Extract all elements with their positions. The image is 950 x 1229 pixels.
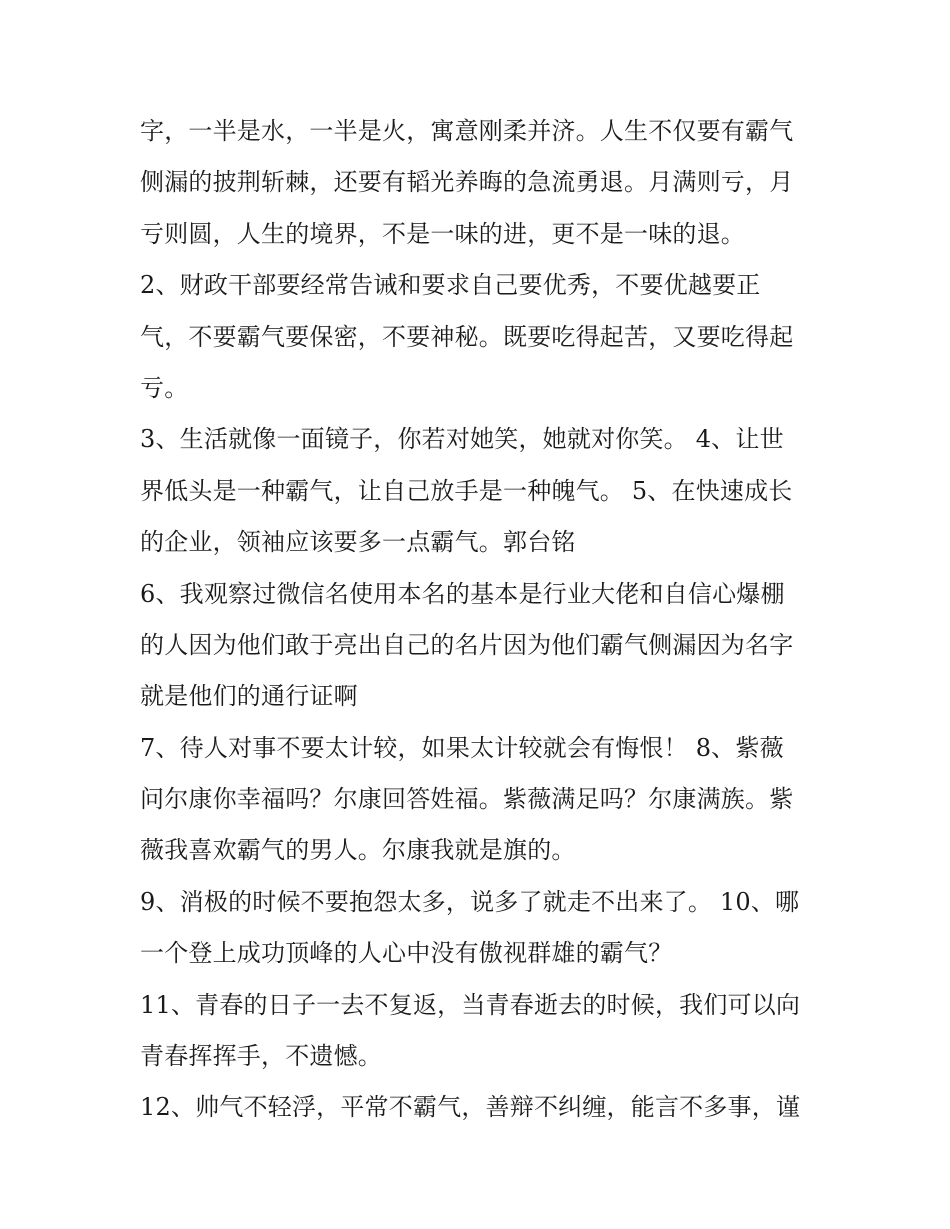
text-line: 侧漏的披荆斩棘，还要有韬光养晦的急流勇退。月满则亏，月 — [140, 168, 794, 197]
text-line: 11、青春的日子一去不复返，当青春逝去的时候，我们可以向 — [140, 990, 801, 1019]
text-line: 就是他们的通行证啊 — [140, 682, 358, 711]
text-line: 7、待人对事不要太计较，如果太计较就会有悔恨！ 8、紫薇 — [140, 733, 784, 762]
text-line: 6、我观察过微信名使用本名的基本是行业大佬和自信心爆棚 — [140, 579, 785, 608]
text-line: 字，一半是水，一半是火，寓意刚柔并济。人生不仅要有霸气 — [140, 117, 794, 145]
text-line: 的企业，领袖应该要多一点霸气。郭台铭 — [140, 528, 576, 557]
text-line: 的人因为他们敢于亮出自己的名片因为他们霸气侧漏因为名字 — [140, 630, 794, 659]
text-line: 气，不要霸气要保密，不要神秘。既要吃得起苦，又要吃得起 — [140, 322, 794, 351]
text-line: 3、生活就像一面镜子，你若对她笑，她就对你笑。 4、让世 — [140, 425, 784, 454]
text-line: 2、财政干部要经常告诫和要求自己要优秀，不要优越要正 — [140, 271, 761, 300]
text-line: 青春挥挥手，不遗憾。 — [140, 1042, 382, 1071]
text-line: 薇我喜欢霸气的男人。尔康我就是旗的。 — [140, 836, 576, 865]
text-line: 一个登上成功顶峰的人心中没有傲视群雄的霸气？ — [140, 939, 673, 968]
text-line: 12、帅气不轻浮，平常不霸气，善辩不纠缠，能言不多事，谨 — [140, 1093, 801, 1122]
body-text — [140, 106, 820, 1134]
text-line: 9、消极的时候不要抱怨太多，说多了就走不出来了。 10、哪 — [140, 887, 800, 916]
text-line: 问尔康你幸福吗？尔康回答姓福。紫薇满足吗？尔康满族。紫 — [140, 785, 794, 814]
text-line: 界低头是一种霸气，让自己放手是一种魄气。 5、在快速成长 — [140, 476, 793, 505]
text-line: 亏。 — [140, 373, 189, 402]
text-line: 亏则圆，人生的境界，不是一味的进，更不是一味的退。 — [140, 219, 745, 248]
